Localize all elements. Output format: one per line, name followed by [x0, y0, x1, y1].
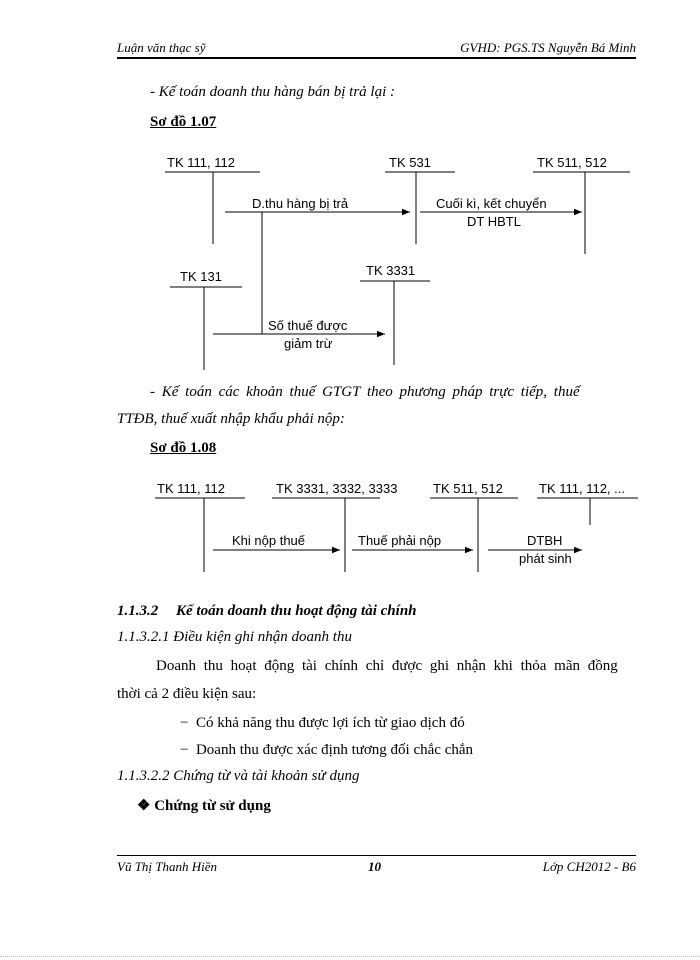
header-right: GVHD: PGS.TS Nguyễn Bá Minh: [460, 40, 636, 55]
chungtu-item: [137, 796, 271, 815]
dash-icon: −: [180, 742, 196, 758]
footer-left: Vũ Thị Thanh Hiền: [117, 859, 218, 874]
label-tk531: TK 531: [389, 155, 431, 170]
section-heading-number: 1.1.3.2: [117, 603, 159, 619]
footer-right: Lớp CH2012 - B6: [542, 859, 636, 874]
label-giamtru: giảm trừ: [284, 336, 333, 351]
label-tk3331: TK 3331: [366, 263, 416, 278]
header-left: Luận văn thạc sỹ: [117, 40, 206, 55]
label-khinop: Khi nộp thuế: [232, 533, 306, 548]
label-dthbtl: DT HBTL: [467, 214, 521, 229]
label-dthu: D.thu hàng bị trả: [252, 196, 349, 211]
section-heading: [117, 603, 417, 620]
label-tk3331b: TK 3331, 3332, 3333: [276, 481, 398, 496]
label-cuoiki: Cuối kì, kết chuyển: [436, 196, 547, 211]
label-tk111: TK 111, 112: [167, 155, 235, 170]
paragraph-line2: thời cả 2 điều kiện sau:: [117, 686, 257, 702]
label-sothue: Số thuế được: [268, 318, 348, 333]
intro-returns: - Kế toán doanh thu hàng bán bị trả lại :: [150, 84, 395, 100]
bullet-item-2: [180, 742, 473, 759]
paragraph-line1: Doanh thu hoạt động tài chính chỉ được ghi nhận khi thỏa mãn đồng: [156, 658, 618, 674]
page-number: 10: [368, 859, 381, 874]
label-tk511: TK 511, 512: [537, 155, 607, 170]
label-tk111c: TK 111, 112, ...: [539, 481, 625, 496]
subheading-2: 1.1.3.2.2 Chứng từ và tài khoản sử dụng: [117, 768, 360, 784]
label-phatsinh: phát sinh: [519, 551, 572, 566]
label-tk511b: TK 511, 512: [433, 481, 503, 496]
bullet-item-1: [180, 715, 465, 732]
intro-tax-line1: - Kế toán các khoản thuế GTGT theo phương pháp trực tiếp, thuế: [150, 384, 580, 400]
label-dtbh: DTBH: [527, 533, 563, 548]
section-heading-text: Kế toán doanh thu hoạt động tài chính: [176, 603, 417, 619]
diagram-title-107: Sơ đồ 1.07: [150, 114, 217, 130]
dash-icon: −: [180, 715, 196, 731]
diagram-title-108: Sơ đồ 1.08: [150, 440, 217, 456]
bullet-1-text: Có khả năng thu được lợi ích từ giao dịch đó: [195, 715, 465, 731]
label-thuephai: Thuế phải nộp: [358, 533, 442, 548]
intro-tax-line2: TTĐB, thuế xuất nhập khẩu phải nộp:: [117, 411, 345, 427]
footer-rule: [117, 855, 636, 856]
bullet-2-text: Doanh thu được xác định tương đối chắc chắn: [195, 742, 474, 758]
label-tk131: TK 131: [180, 269, 222, 284]
diamond-bullet-icon: ❖: [137, 798, 155, 814]
chungtu-text: Chứng từ sử dụng: [154, 798, 271, 814]
page-edge: [0, 956, 700, 957]
label-tk111b: TK 111, 112: [157, 481, 225, 496]
subheading-1: 1.1.3.2.1 Điều kiện ghi nhận doanh thu: [117, 629, 352, 645]
